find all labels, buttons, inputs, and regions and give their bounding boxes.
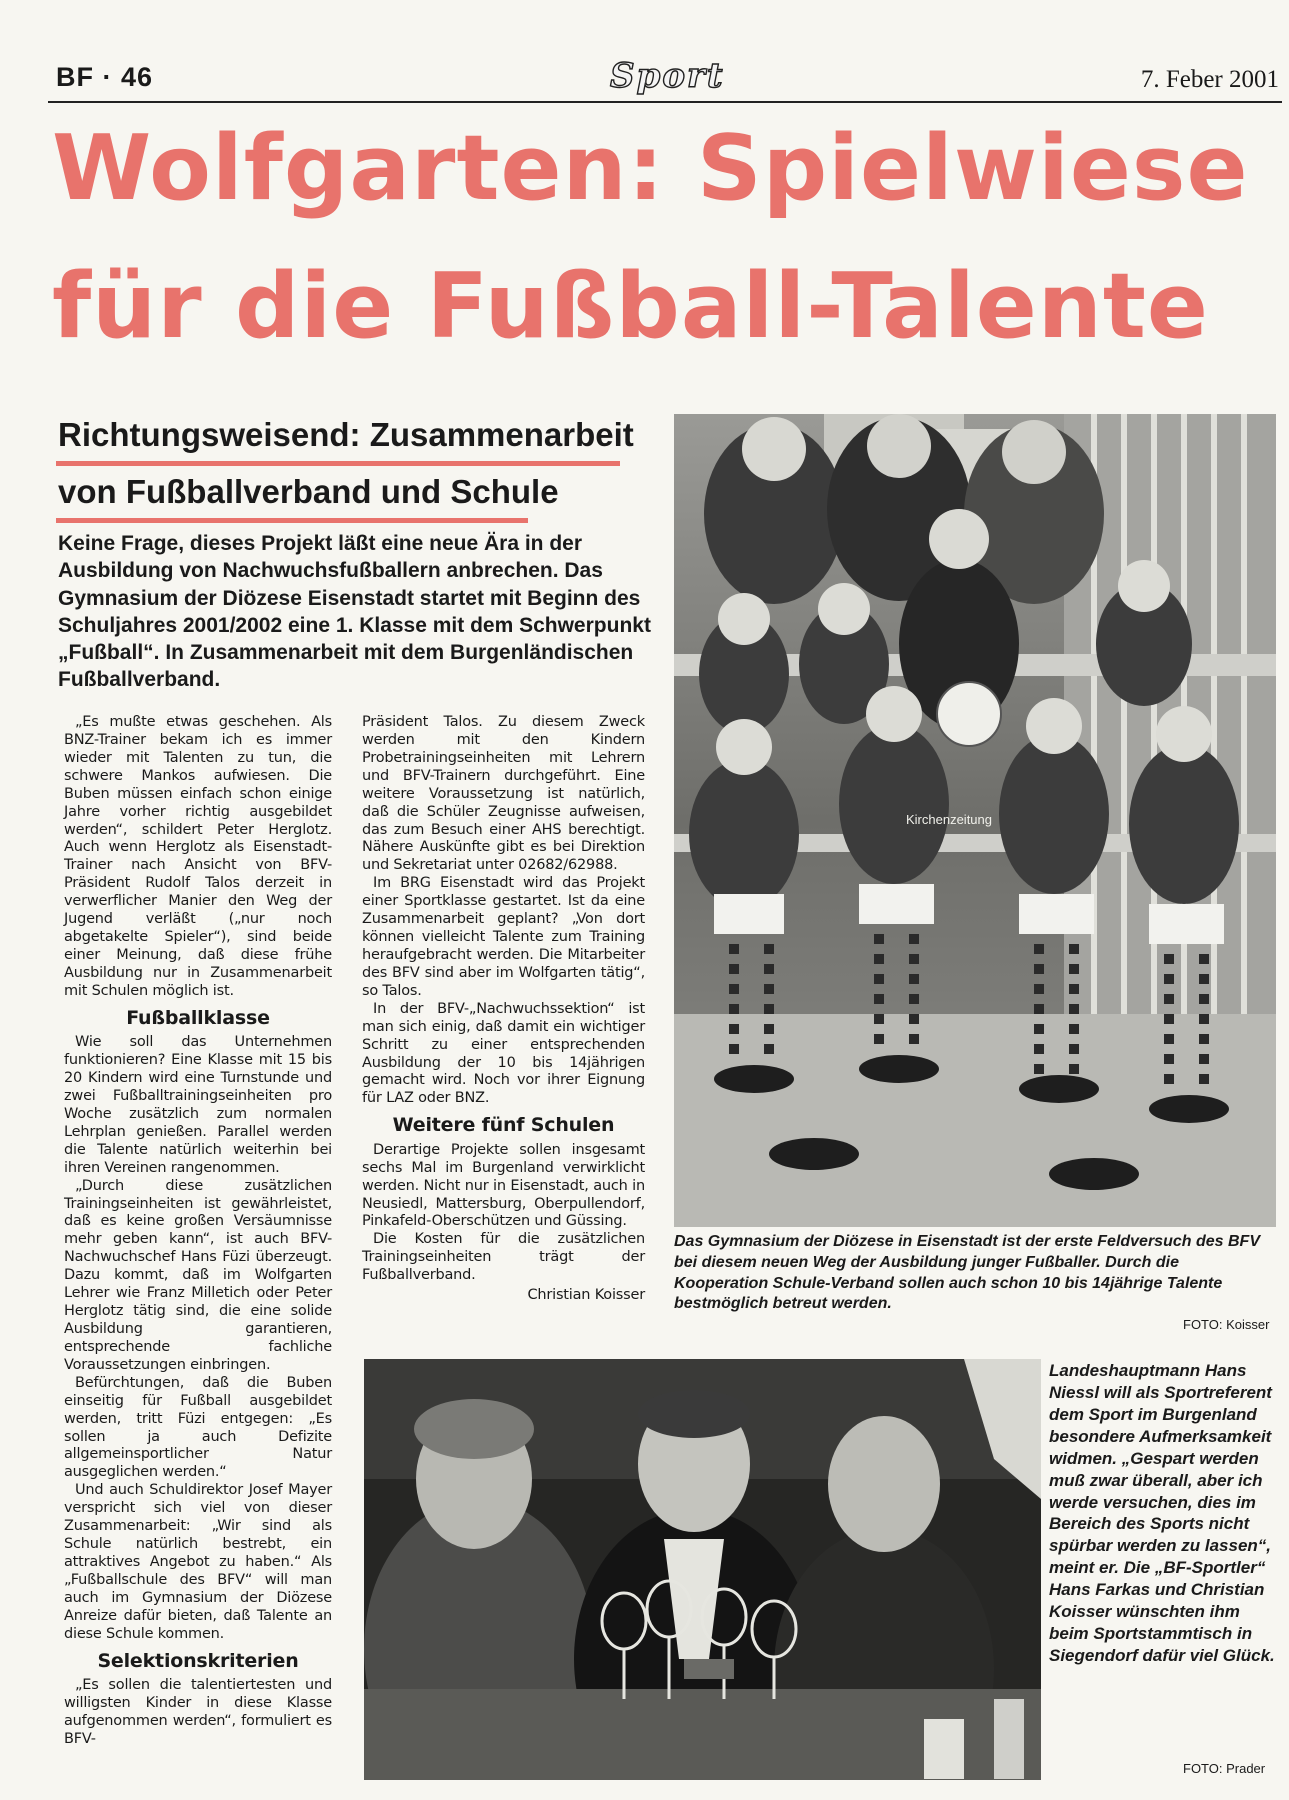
photo-credit-1: FOTO: Koisser — [1183, 1317, 1270, 1332]
paragraph: Derartige Projekte sollen insgesamt sechs Mal im Burgenland verwirklicht werden. Nicht nur in Eisenstadt, auch in Neusiedl, Mattersburg, Oberpullendorf, Pinkafeld-Oberschützen und Güssing. — [362, 1141, 645, 1230]
article-column-2 — [362, 714, 645, 1305]
subheadline-rule-1 — [56, 461, 620, 466]
lead-paragraph: Keine Frage, dieses Projekt läßt eine neue Ära in der Ausbildung von Nachwuchsfußballern anbrechen. Das Gymnasium der Diözese Eisenstadt startet mit Beginn des Schuljahres 2001/2002 eine 1. Klasse mit dem Schwerpunkt „Fußball“. In Zusammenarbeit mit dem Burgenländischen Fußballverband. — [58, 532, 651, 692]
paragraph: „Es sollen die talentiertesten und willigsten Kinder in diese Klasse aufgenommen werden“, formuliert es BFV- — [64, 1677, 332, 1747]
paragraph: Und auch Schuldirektor Josef Mayer verspricht sich viel von dieser Zusammenarbeit: „Wir sind als Schule natürlich bestrebt, ein attraktives Angebot zu haben.“ Als „Fußballschule des BFV“ will man auch im Gymnasium der Diözese Anreize dafür bieten, daß Talente an diese Schule kommen. — [64, 1482, 332, 1642]
shirt-print: Kirchenzeitung — [906, 812, 992, 827]
stammtisch-photo — [364, 1359, 1041, 1780]
paragraph: Die Kosten für die zusätzlichen Trainingseinheiten trägt der Fußballverband. — [362, 1231, 645, 1284]
paragraph: Präsident Talos. Zu diesem Zweck werden mit den Kindern Probetrainingseinheiten mit Lehrern und BFV-Trainern durchgeführt. Eine weitere Voraussetzung ist natürlich, daß die Schüler Zeugnisse aufweisen, das zum Besuch einer AHS berechtigt. Nähere Auskünfte gibt es bei Direktion und Sekretariat unter 02682/62988. — [362, 714, 645, 874]
header-rule — [48, 101, 1282, 103]
photo-caption-2: Landeshauptmann Hans Niessl will als Sportreferent dem Sport im Burgenland besondere Aufmerksamkeit widmen. „Gespart werden muß zwar überall, aber ich werde versuchen, dies im Bereich des Sports nicht spürbar werden zu lassen“, meint er. Die „BF-Sportler“ Hans Farkas und Christian Koisser wünschten ihm beim Sportstammtisch in Siegendorf dafür viel Glück. — [1049, 1361, 1275, 1665]
subheadline-rule-2 — [56, 518, 528, 523]
article-column-1 — [64, 714, 332, 1749]
photo-credit-2: FOTO: Prader — [1183, 1761, 1266, 1776]
headline-line-1: Wolfgarten: Spielwiese — [52, 116, 1249, 221]
headline-line-2: für die Fußball-Talente — [52, 254, 1209, 359]
page-number: BF · 46 — [56, 62, 154, 92]
paragraph: „Es mußte etwas geschehen. Als BNZ-Trainer bekam ich es immer wieder mit Talenten zu tun, die schwere Mankos aufwiesen. Die Buben müssen einfach schon einige Jahre vorher richtig ausgebildet werden“, schildert Peter Herglotz. Auch wenn Herglotz als Eisenstadt-Trainer nach Ansicht von BFV-Präsident Rudolf Talos derzeit in verwerflicher Manier den Weg der Jugend verläßt („nur noch abgetakelte Spieler“), sind beide einer Meinung, daß diese frühe Ausbildung nur in Zusammenarbeit mit Schulen möglich ist. — [64, 714, 332, 999]
paragraph: Befürchtungen, daß die Buben einseitig für Fußball ausgebildet werden, tritt Füzi entgegen: „Es sollen ja auch Defizite allgemeinsportlicher Natur ausgeglichen werden.“ — [64, 1374, 332, 1481]
section-title: Sport — [610, 56, 725, 96]
issue-date: 7. Feber 2001 — [1140, 66, 1279, 93]
paragraph: Im BRG Eisenstadt wird das Projekt einer Sportklasse gestartet. Ist da eine Zusammenarbeit geplant? „Von dort können vielleicht Talente zum Training heraufgebracht werden. Die Mitarbeiter des BFV sind aber im Wolfgarten tätig“, so Talos. — [362, 875, 645, 999]
paragraph: Wie soll das Unternehmen funktionieren? Eine Klasse mit 15 bis 20 Kindern wird eine Turnstunde und zwei Fußballtrainingseinheiten pro Woche zusätzlich zum normalen Lehrplan genießen. Parallel werden die Talente natürlich weiterhin bei ihren Vereinen rangenommen. — [64, 1034, 332, 1176]
paragraph: „Durch diese zusätzlichen Trainingseinheiten ist gewährleistet, daß es keine großen Versäumnisse mehr geben kann“, ist auch BFV-Nachwuchschef Hans Füzi überzeugt. Dazu kommt, daß im Wolfgarten Lehrer wie Franz Milletich oder Peter Herglotz tätig sind, die eine solide Ausbildung garantieren, entsprechende fachliche Voraussetzungen einbringen. — [64, 1177, 332, 1373]
paragraph: In der BFV-„Nachwuchssektion“ ist man sich einig, daß damit ein wichtiger Schritt zu einer entsprechenden Ausbildung der 10 bis 14jährigen gemacht wird. Noch vor ihrer Eignung für LAZ oder BNZ. — [362, 1000, 645, 1107]
team-photo — [674, 414, 1276, 1227]
crosshead: Weitere fünf Schulen — [392, 1114, 615, 1137]
crosshead: Selektionskriterien — [97, 1649, 299, 1672]
photo-caption-1: Das Gymnasium der Diözese in Eisenstadt ist der erste Feldversuch des BFV bei diesem neuen Weg der Ausbildung junger Fußballer. Durch die Kooperation Schule-Verband sollen auch schon 10 bis 14jährige Talente bestmöglich betreut werden. — [674, 1233, 1260, 1313]
author-byline: Christian Koisser — [527, 1287, 645, 1304]
subheadline-line-2: von Fußballverband und Schule — [58, 473, 559, 510]
subheadline-line-1: Richtungsweisend: Zusammenarbeit — [58, 416, 634, 453]
crosshead: Fußballklasse — [126, 1006, 270, 1029]
